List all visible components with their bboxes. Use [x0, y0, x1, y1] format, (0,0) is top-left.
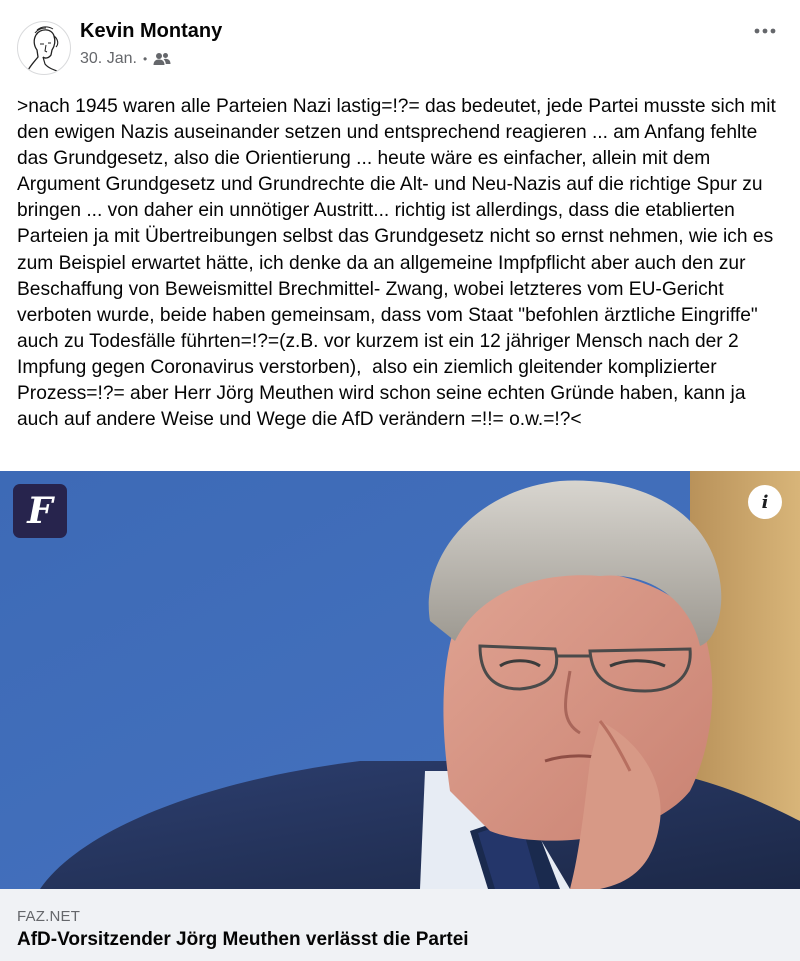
- meta-separator: •: [142, 52, 148, 66]
- link-domain: FAZ.NET: [17, 908, 81, 925]
- post-header: [0, 0, 800, 90]
- more-options-icon: [754, 28, 776, 34]
- link-title[interactable]: AfD-Vorsitzender Jörg Meuthen verlässt die Partei: [17, 929, 469, 950]
- author-name[interactable]: Kevin Montany: [80, 20, 223, 42]
- link-preview-image[interactable]: [0, 471, 800, 889]
- post-meta: [80, 50, 171, 68]
- info-button[interactable]: i: [748, 485, 782, 519]
- faz-logo: F: [13, 484, 67, 538]
- post-date[interactable]: 30. Jan.: [80, 50, 137, 67]
- link-preview-footer[interactable]: [0, 889, 800, 961]
- link-preview-card[interactable]: [0, 471, 800, 961]
- sketch-portrait-icon: [18, 22, 70, 74]
- press-photo: [0, 471, 800, 889]
- avatar[interactable]: [17, 21, 71, 75]
- more-options-button[interactable]: [748, 18, 782, 44]
- post-text: >nach 1945 waren alle Parteien Nazi lastig=!?= das bedeutet, jede Partei musste sich mit den ewigen Nazis auseinander setzen und entsprechend reagieren ... am Anfang fehlte das Grundgesetz, also die Orientierung ... heute wäre es einfacher, allein mit dem Argument Grundgesetz und Grundrechte die Alt- und Neu-Nazis auf die richtige Spur zu bringen ... von daher ein unnötiger Austritt... richtig ist allerdings, dass die etablierten Parteien ja mit Übertreibungen selbst das Grundgesetz nicht so ernst nehmen, wie ich es zum Beispiel erwartet hätte, ich denke da an allgemeine Impfpflicht aber auch den zur Beschaffung von Beweismittel Brechmittel- Zwang, wobei letzteres vom EU-Gericht verboten wurde, beide haben gemeinsam, dass vom Staat "befohlen ärztliche Eingriffe" auch zu Todesfälle führten=!?=(z.B. vor kurzem ist ein 12 jähriger Mensch nach der 2 Impfung gegen Coronavirus verstorben), also ein ziemlich gleitender komplizierter Prozess=!?= aber Herr Jörg Meuthen wird schon seine echten Gründe haben, kann ja auch auf andere Weise und Wege die AfD verändern =!!= o.w.=!?<: [17, 96, 782, 431]
- friends-icon: [153, 52, 171, 66]
